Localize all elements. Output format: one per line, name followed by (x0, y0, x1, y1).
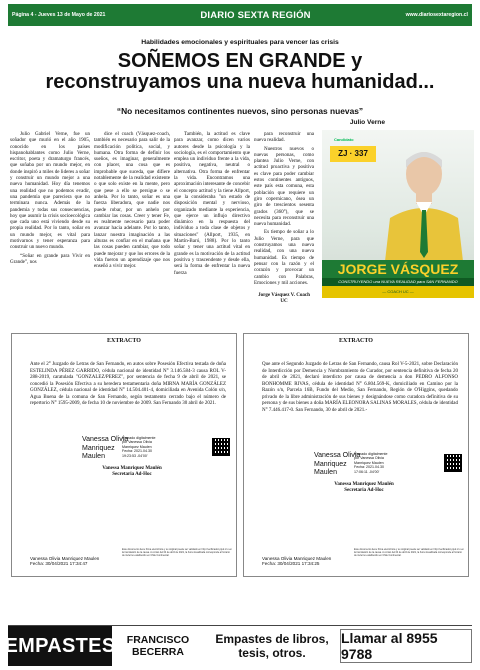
notice-title: EXTRACTO (339, 338, 373, 344)
paragraph: Es tiempo de soñar a lo Julio Verne, para que construyamos una nueva realidad, con una nueva humanidad. Es tiempo de pensar con la razón y el corazón y provocar un cambio con Palabras, Emociones y mil acciones. (254, 229, 314, 286)
signer-name: Vanessa Olivia Manriquez Maulen (82, 436, 129, 460)
signature-metadata: Firmado digitalmente por Vanessa Olivia Manriquez Maulen Fecha: 2021.04.30 19:23:53 -04'00' (122, 436, 156, 458)
article-kicker: Habilidades emocionales y espirituales para vencer las crisis (141, 39, 339, 46)
article-column-4 (254, 131, 314, 307)
paragraph: para reconstruir una nueva realidad. (254, 131, 314, 144)
signer-role: Vanessa Manriquez Maulén Secretaria Ad-Hoc (334, 482, 394, 493)
legal-notice-1 (11, 333, 237, 577)
qr-code-icon (444, 454, 462, 472)
candidate-photo (322, 130, 474, 298)
ad-services: Empastes de libros, tesis, otros. (215, 632, 329, 660)
article-subhead: “No necesitamos continentes nuevos, sino personas nuevas” (116, 106, 364, 116)
person-portrait-icon (372, 140, 472, 270)
footer-signature: Vanessa Olivia Manriquez Maulen Fecha: 30/04/2021 17:34:25 (262, 556, 332, 567)
newspaper-title: DIARIO SEXTA REGIÓN (200, 9, 311, 21)
digital-signature (314, 452, 464, 492)
article-column-2 (94, 131, 170, 272)
paragraph: También, la actitud es clave para avanzar, como dicen varios autores desde la psicología y la sociología, es el comportamiento que emplea un individuo frente a la vida, positiva, negativa, neutral o alternativa. Otra forma de enfrentar la vida. Encontramos una aproximación interesante de concebir el concepto actitud y la tiene Allport, que la consideraba "un estado de disposición mental y nervioso, organizado mediante la experiencia, que ejerce un influjo directivo dinámico en la respuesta del individuo a toda clase de objetos y situaciones" (Allport, 1935, en Martín-Baró, 1988). Por lo tanto soñar y tener una actitud vital en grande es la motivación de la actitud positiva y trascendente y desde ella, será la forma de enfrentar la nueva fuerza (174, 131, 250, 276)
footer-signature: Vanessa Olivia Manriquez Maulen Fecha: 30/04/2021 17:34:47 (30, 556, 100, 567)
candidate-label: Candidato (334, 137, 354, 142)
qr-code-icon (212, 438, 230, 456)
article-headline (8, 51, 472, 93)
paragraph: Nuestros nuevos o nuevas personas, como plantea Julio Verne, con actitud proactiva y positiva es clave para poder cambiar estos continentes antiguos, este país esta comuna, esta población que requiere un giro copernicano, ósea un giro de trescientos sesenta grados (360°), que se necesita para reconstruir una nueva humanidad. (254, 145, 314, 228)
paragraph: dice el coach (Vásquez-coach, también es necesario para salir de la modificación política, social, y humana. Otra forma de definir los sueños, es imaginar, generalmente con placer, una cosa que es improbable que suceda, que difiere notablemente de la realidad existente o que solo existe en la mente, pero que pese a ello se persigue o se anhela. Por lo tanto, soñar es una fuerza liberadora, que nadie nos puede robar, por un anhelo por cambiar las cosas. Creer y tener Fe, es realmente necesario para poder avanzar hacia adelante. Por lo tanto, lanzar nuestra imaginación a las alturas es confiar en el mañana que las cosas pueden cambiar, que todo puede mejorar y que los errores de la vida fueron un aprendizaje que nos enseñó a vivir mejor. (94, 131, 170, 270)
ad-brand: EMPASTES (8, 626, 112, 666)
signer-role: Vanessa Manriquez Maulén Secretaria Ad-Hoc (102, 466, 162, 477)
subhead-author: Julio Verne (349, 119, 385, 126)
candidate-coach-label: — COACH UC — (322, 286, 474, 298)
author-signature: Jorge Vásquez V. Coach UC (258, 292, 310, 305)
website-link[interactable]: www.diariosextaregion.cl (405, 12, 468, 18)
headline-line-1: SOÑEMOS EN GRANDE y (117, 50, 363, 72)
list-badge: ZJ · 337 (330, 146, 376, 162)
verification-note: Este documento tiene firma electrónica y su original puede ser validado en http://verificadoc.pjud.cl o en la tramitación de la causa. A contar del 04 de abril de 2021, la hora visualizada corresponde al horario de invierno establecido en Chile Continental. (122, 548, 232, 557)
notice-title: EXTRACTO (107, 338, 141, 344)
candidate-name: JORGE VÁSQUEZ (322, 260, 474, 278)
signer-name: Vanessa Olivia Manriquez Maulen (314, 452, 361, 476)
verification-note: Este documento tiene firma electrónica y su original puede ser validado en http://verificadoc.pjud.cl o en la tramitación de la causa. A contar del 04 de abril de 2021, la hora visualizada corresponde al horario de invierno establecido en Chile Continental. (354, 548, 464, 557)
signature-metadata: Firmado digitalmente por Vanessa Olivia Manriquez Maulen Fecha: 2021.04.30 17:06:11 -04'00' (354, 452, 388, 474)
candidate-slogan: CONSTRUYENDO una NUEVA REALIDAD para SAN FERNANDO (322, 278, 474, 286)
page-info: Página 4 - Jueves 13 de Mayo de 2021 (12, 12, 106, 18)
ad-phone[interactable]: Llamar al 8955 9788 (340, 629, 472, 663)
article-column-3 (174, 131, 250, 278)
classified-ad (4, 625, 472, 666)
notice-body: Que ante el Segundo Juzgado de Letras de San Fernando, causa Rol V-5-2021, sobre Declaración de Interdicción por Demencia y Nombramiento de Curador, por sentencia definitiva de fecha 20 de abril de 2021, declaró interdicto por causa de demencia a don PEDRO ALFONSO BONHOMME RIVAS, cédula de identidad N° 6.804.569-K, domiciliado en Camino por la Razón s/n, Parcela 16B, Fundo del Medio, San Fernando, Región de O'Higgins, quedando privado de la libre administración de sus bienes y designándose como curadora definitiva de su persona y de sus bienes a doña MARÍA ELEONORA SALINAS MORALES, cédula de identidad N° 7.446.417-0. San Fernando, 30 de abril de 2021.- (262, 362, 458, 413)
headline-line-2: reconstruyamos una nueva humanidad... (45, 71, 435, 93)
article-column-1 (10, 131, 90, 267)
paragraph: “Soñar en grande para Vivir en Grande”, nos (10, 252, 90, 265)
page-header-bar (8, 4, 472, 26)
paragraph: Julio Gabriel Verne, fue un soñador que murió en el año 1905, conocido en los países hispanohablantes como Julio Verne, escritor, poeta y dramaturgo francés, que soñaba por un mundo mejor, en donde inspiró a miles de lideres a soñar y construir un mundo mejor a una nueva humanidad. Hoy día tenemos una realidad que no podemos evadir, una pandemia que pareciera que no terminara nunca. Además de la pandemia y todas sus consecuencias, hoy que asumir la crisis socioecológica que cada uno está viviendo desde su propia realidad. Por lo tanto, soñar en un mundo mejor, es vital para motivarnos y tener esperanza para construir un nuevo mundo. (10, 131, 90, 251)
legal-notice-2 (243, 333, 469, 577)
ad-owner: FRANCISCO BECERRA (126, 634, 190, 658)
digital-signature (82, 436, 232, 476)
notice-body: Ante el 2° Juzgado de Letras de San Fernando, en autos sobre Posesión Efectiva testada de doña ESTELINDA PÉREZ GARRIDO, cédula nacional de identidad N° 3.146.584-3 causa ROL V-288-2019, caratulada "GONZALEZ/PEREZ", por sentencia de fecha 9 de abril de 2021, se concedió la Posesión Efectiva a su heredera testamentaria doña MIRNA MARÍA GONZÁLEZ GONZÁLEZ, cédula nacional de identidad N° 14.504.401-4, domiciliada en Avenida Colón s/n, Agua Buena de la comuna de San Fernando, según testamento cerrado bajo el número de repertorio N° 1595-2009, de fecha 10 de noviembre de 2009. San Fernando 30 abril de 2021. (30, 362, 226, 406)
